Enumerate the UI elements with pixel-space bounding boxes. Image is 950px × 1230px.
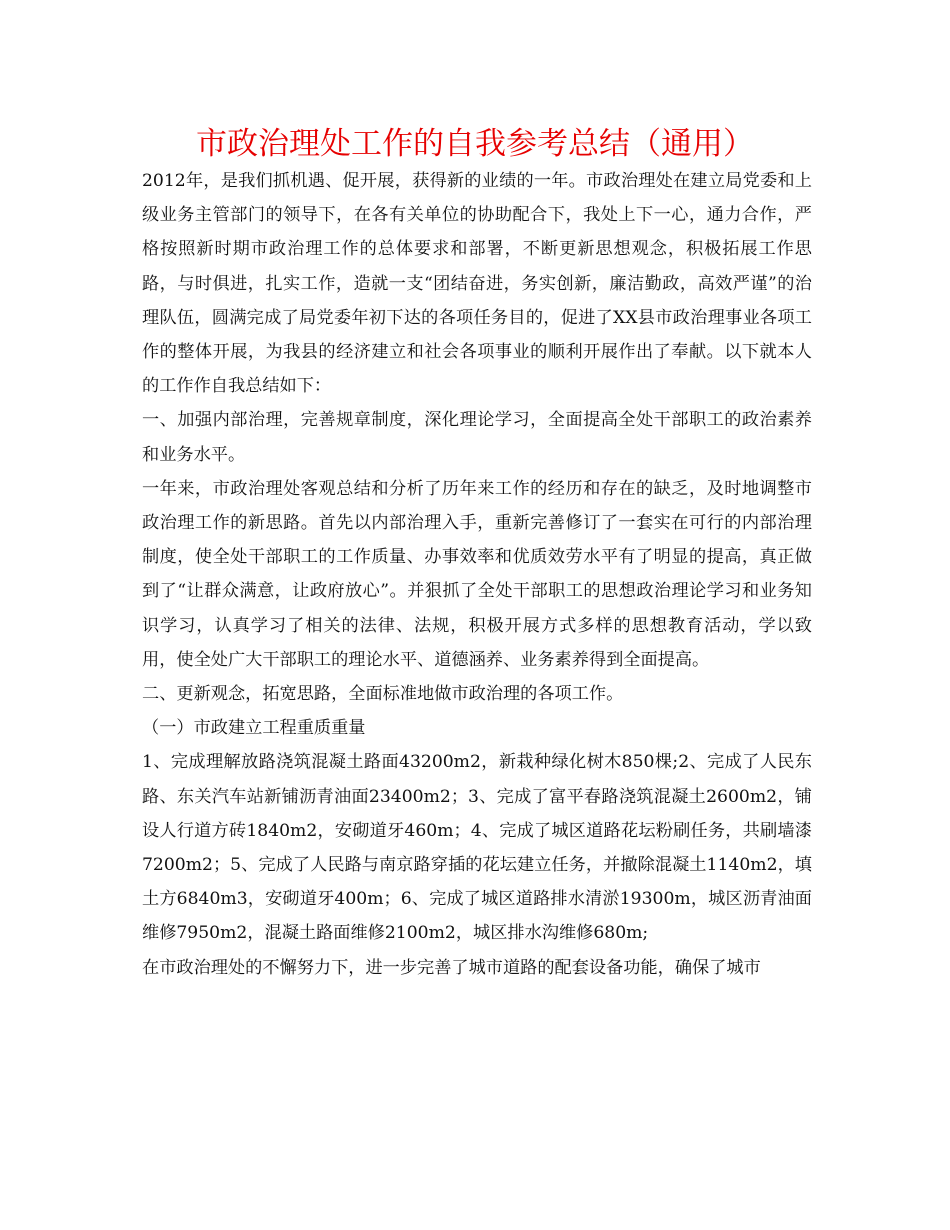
works-list-paragraph: 1、完成理解放路浇筑混凝土路面43200m2，新栽种绿化树木850棵;2、完成了人民东路、东关汽车站新铺沥青油面23400m2；3、完成了富平春路浇筑混凝土2600m2，铺设人行道方砖1840m2，安砌道牙460m；4、完成了城区道路花坛粉刷任务，共刷墙漆7200m2；5、完成了人民路与南京路穿插的花坛建立任务，并撤除混凝土1140m2，填土方6840m3，安砌道牙400m；6、完成了城区道路排水清淤19300m，城区沥青油面维修7950m2，混凝土路面维修2100m2，城区排水沟维修680m; [142, 752, 812, 944]
closing-paragraph: 在市政治理处的不懈努力下，进一步完善了城市道路的配套设备功能，确保了城市 [142, 957, 761, 978]
document-body [142, 164, 812, 985]
section-two-heading: 二、更新观念，拓宽思路，全面标准地做市政治理的各项工作。 [142, 684, 624, 705]
intro-paragraph: 2012年，是我们抓机遇、促开展，获得新的业绩的一年。市政治理处在建立局党委和上级业务主管部门的领导下，在各有关单位的协助配合下，我处上下一心，通力合作，严格按照新时期市政治理工作的总体要求和部署，不断更新思想观念，积极拓展工作思路，与时俱进，扎实工作，造就一支“团结奋进，务实创新，廉洁勤政，高效严谨”的治理队伍，圆满完成了局党委年初下达的各项任务目的，促进了XX县市政治理事业各项工作的整体开展，为我县的经济建立和社会各项事业的顺利开展作出了奉献。以下就本人的工作作自我总结如下： [142, 171, 812, 397]
document-title: 市政治理处工作的自我参考总结（通用） [196, 126, 754, 162]
section-one-heading: 一、加强内部治理，完善规章制度，深化理论学习，全面提高全处干部职工的政治素养和业务水平。 [142, 410, 812, 465]
section-one-paragraph: 一年来，市政治理处客观总结和分析了历年来工作的经历和存在的缺乏，及时地调整市政治理工作的新思路。首先以内部治理入手，重新完善修订了一套实在可行的内部治理制度，使全处干部职工的工作质量、办事效率和优质效劳水平有了明显的提高，真正做到了“让群众满意，让政府放心”。并狠抓了全处干部职工的思想政治理论学习和业务知识学习，认真学习了相关的法律、法规，积极开展方式多样的思想教育活动，学以致用，使全处广大干部职工的理论水平、道德涵养、业务素养得到全面提高。 [142, 478, 812, 670]
subsection-heading: （一）市政建立工程重质重量 [142, 718, 366, 739]
